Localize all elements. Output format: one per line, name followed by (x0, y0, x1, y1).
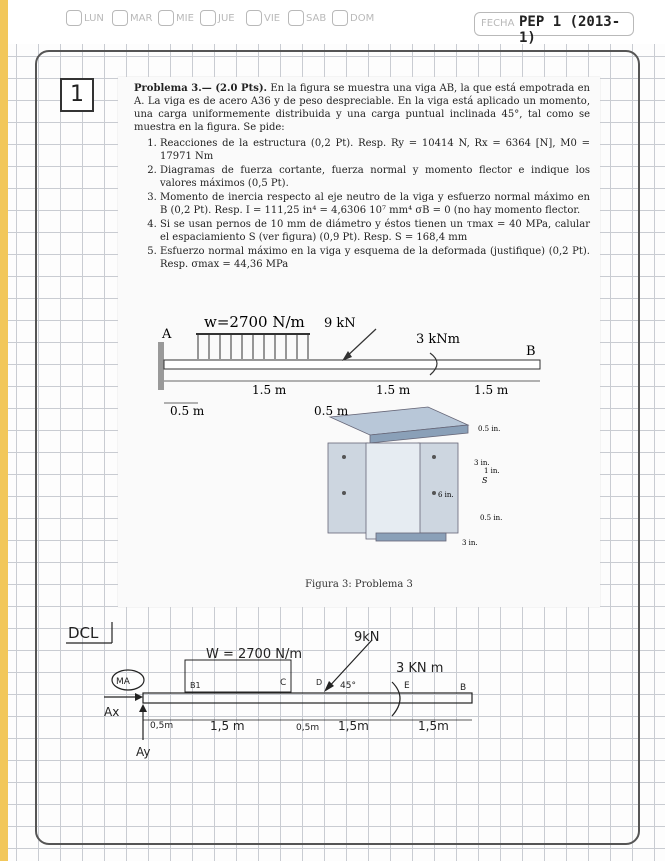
fecha-label: FECHA (481, 18, 515, 29)
dcl-dim: 1,5m (338, 719, 369, 733)
dcl-dim: 1,5 m (210, 719, 245, 733)
dcl-point: B1 (190, 681, 201, 690)
day-label: LUN (84, 12, 104, 24)
list-item: 4. Si se usan pernos de 10 mm de diámetro y éstos tienen un τmax = 40 MPa, calular el espaciamiento S (ver figura) (0,9 Pt). Resp. S = 168,4 mm (160, 218, 590, 244)
dcl-angle: 45° (340, 681, 356, 691)
section-dim: 1 in. (484, 467, 500, 475)
dim-top-2: 1.5 m (376, 383, 411, 397)
day-label: JUE (218, 12, 235, 24)
dcl-dim: 0,5m (296, 723, 320, 733)
dcl-ax-arrowhead (135, 693, 143, 701)
dcl-point: D (316, 678, 323, 687)
dcl-w-label: W = 2700 N/m (206, 647, 302, 662)
dim-bottom-1: 0.5 m (170, 404, 205, 418)
fecha-value: PEP 1 (2013-1) (519, 14, 621, 46)
list-item: 3. Momento de inercia respecto al eje neutro de la viga y esfuerzo normal máximo en B (0,2 Pt). Resp. I = 111,25 in⁴ = 4,6306 10⁷ mm⁴ σB = 0 (no hay momento flector. (160, 191, 590, 217)
section-dim: 6 in. (438, 491, 454, 499)
dcl-point: C (280, 678, 287, 688)
moment-label: 3 kNm (416, 332, 460, 347)
dcl-m-label: 3 KN m (396, 661, 444, 676)
dcl-p-label: 9kN (354, 630, 380, 645)
problem-title: Problema 3.— (2.0 Pts). (134, 83, 268, 94)
dcl-point: E (404, 681, 410, 691)
dim-top-3: 1.5 m (474, 383, 509, 397)
dcl-ay-label: Ay (136, 745, 151, 759)
section-s-label: S (482, 476, 488, 485)
day-label: DOM (350, 12, 375, 24)
day-label: VIE (264, 12, 281, 24)
dcl-beam (143, 693, 472, 703)
section-dim: 0.5 in. (480, 514, 503, 522)
dcl-point: B (460, 683, 467, 693)
problem-intro: En la figura se muestra una viga AB, la que está empotrada en A. La viga es de acero A36 y de peso despreciable. En la viga está aplicado un momento, una carga uniformemente distribuida y una carga puntual inclinada 45°, tal como se muestra en la figura. Se pide: (134, 83, 590, 133)
point-load-label: 9 kN (324, 316, 356, 331)
dim-bottom-2: 0.5 m (314, 404, 349, 418)
dcl-ma-label: MA (116, 677, 130, 687)
end-b-label: B (526, 344, 536, 359)
figure-caption: Figura 3: Problema 3 (305, 579, 413, 590)
day-label: MIE (176, 12, 194, 24)
dcl-moment-arc (392, 682, 400, 716)
list-item: 1. Reacciones de la estructura (0,2 Pt). Resp. Ry = 10414 N, Rx = 6364 [N], M0 = 17971 Nm (160, 137, 590, 163)
day-label: SAB (306, 12, 327, 24)
dcl-ax-label: Ax (104, 705, 120, 719)
dcl-dim: 1,5m (418, 719, 449, 733)
end-a-label: A (162, 327, 172, 342)
day-label: MAR (130, 12, 153, 24)
section-dim: 0.5 in. (478, 425, 501, 433)
dim-top-1: 1.5 m (252, 383, 287, 397)
list-item: 2. Diagramas de fuerza cortante, fuerza normal y momento flector e indique los valores máximos (0,5 Pt). (160, 164, 590, 190)
section-dim: 3 in. (462, 539, 478, 547)
dcl-label: DCL (68, 624, 99, 642)
dcl-ay-arrowhead (139, 704, 147, 712)
list-item: 5. Esfuerzo normal máximo en la viga y esquema de la deformada (justifique) (0,2 Pt). Resp. σmax = 44,36 MPa (160, 245, 590, 271)
page-number: 1 (60, 78, 94, 112)
section-dim: 3 in. (474, 459, 490, 467)
dcl-distributed-load (185, 660, 291, 692)
dcl-dim: 0,5m (150, 721, 174, 731)
distributed-load-label: w=2700 N/m (204, 313, 305, 331)
